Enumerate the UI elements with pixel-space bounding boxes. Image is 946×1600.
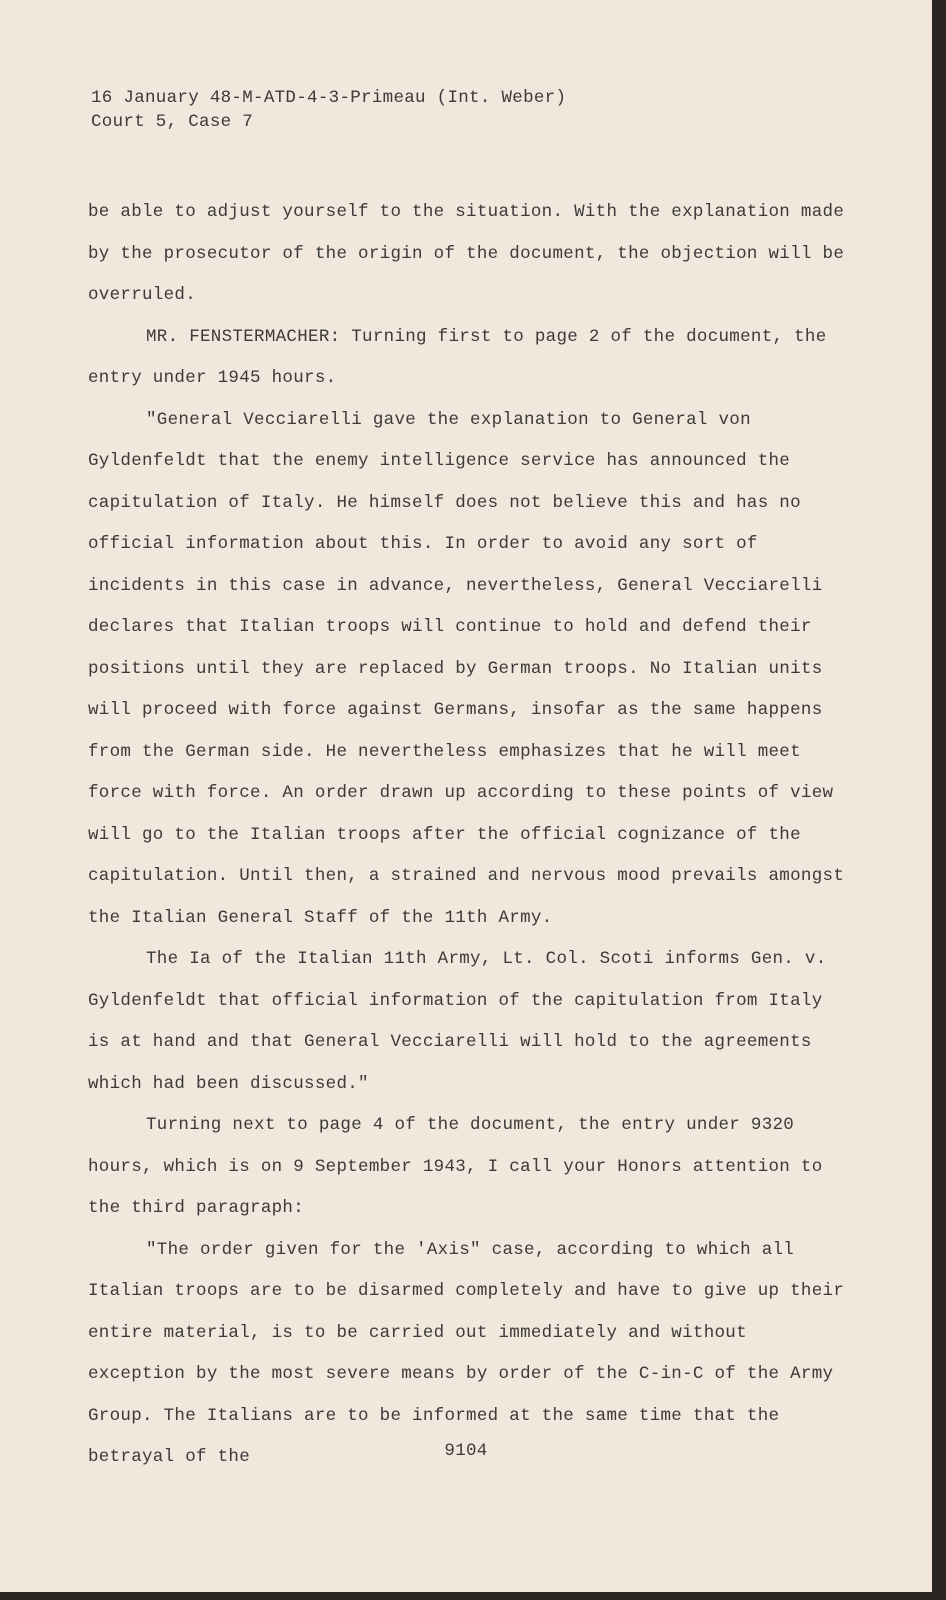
page-number: 9104: [444, 1441, 488, 1461]
transcript-body: [88, 192, 848, 1479]
paragraph-5: Turning next to page 4 of the document, the entry under 9320 hours, which is on 9 September 1943, I call your Honors attention to the third paragraph:: [88, 1115, 823, 1218]
paragraph-2: MR. FENSTERMACHER: Turning first to page 2 of the document, the entry under 1945 hours.: [88, 326, 827, 388]
document-header: [91, 86, 566, 134]
header-line-2: Court 5, Case 7: [91, 112, 254, 132]
paragraph-6: "The order given for the 'Axis" case, according to which all Italian troops are to be disarmed completely and have to give up their entire material, is to be carried out immediately and without exception by the most severe means by order of the C-in-C of the Army Group. The Italians are to be informed at the same time that the betrayal of the: [88, 1239, 845, 1467]
paragraph-3: "General Vecciarelli gave the explanation to General von Gyldenfeldt that the enemy intelligence service has announced the capitulation of Italy. He himself does not believe this and has no official information about this. In order to avoid any sort of incidents in this case in advance, nevertheless, General Vecciarelli declares that Italian troops will continue to hold and defend their positions until they are replaced by German troops. No Italian units will proceed with force against Germans, insofar as the same happens from the German side. He nevertheless emphasizes that he will meet force with force. An order drawn up according to these points of view will go to the Italian troops after the official cognizance of the capitulation. Until then, a strained and nervous mood prevails amongst the Italian General Staff of the 11th Army.: [88, 409, 845, 928]
paragraph-4: The Ia of the Italian 11th Army, Lt. Col. Scoti informs Gen. v. Gyldenfeldt that official information of the capitulation from Italy is at hand and that General Vecciarelli will hold to the agreements which had been discussed.": [88, 949, 827, 1094]
paragraph-1: be able to adjust yourself to the situation. With the explanation made by the prosecutor of the origin of the document, the objection will be overruled.: [88, 202, 845, 305]
header-line-1: 16 January 48-M-ATD-4-3-Primeau (Int. Weber): [91, 88, 567, 108]
